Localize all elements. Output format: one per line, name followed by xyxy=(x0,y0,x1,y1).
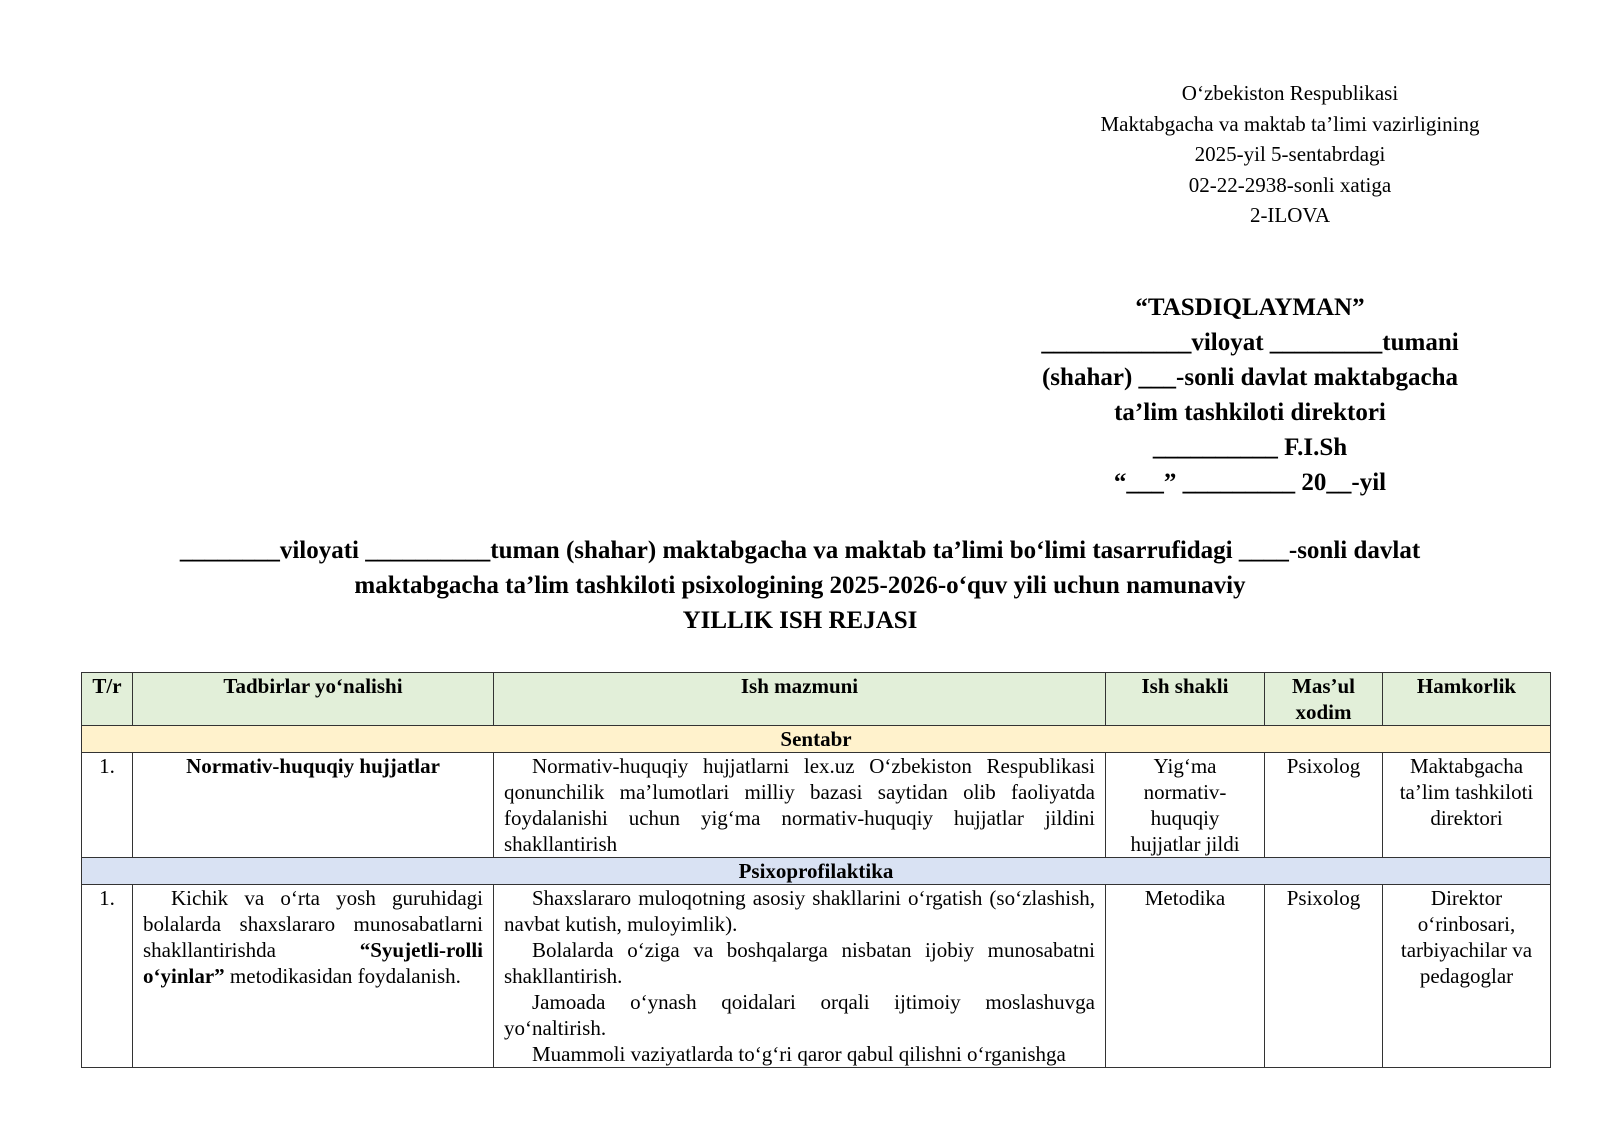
row-partner: Maktabgacha ta’lim tashkiloti direktori xyxy=(1383,753,1551,858)
row-responsible: Psixolog xyxy=(1265,753,1383,858)
header-line: O‘zbekiston Respublikasi xyxy=(1181,81,1399,105)
content-item: Shaxslararo muloqotning asosiy shakllarini o‘rgatish (so‘zlashish, navbat kutish, muloyimlik). xyxy=(504,886,1095,936)
content-item: Bolalarda o‘ziga va boshqalarga nisbatan ijobiy munosabatni shakllantirish. xyxy=(504,938,1095,988)
column-header-form: Ish shakli xyxy=(1106,673,1265,726)
document-title xyxy=(0,533,1600,638)
section-label: Psixoprofilaktika xyxy=(82,858,1551,885)
column-header-responsible: Mas’ul xodim xyxy=(1265,673,1383,726)
row-direction xyxy=(133,885,494,1068)
title-main: YILLIK ISH REJASI xyxy=(682,607,918,634)
table-row xyxy=(82,753,1551,858)
approval-signature: __________ F.I.Sh xyxy=(1152,434,1348,461)
row-form: Yig‘ma normativ-huquqiy hujjatlar jildi xyxy=(1106,753,1265,858)
approval-date: “___” _________ 20__-yil xyxy=(1113,469,1387,496)
header-line: 2025-yil 5-sentabrdagi xyxy=(1194,142,1386,166)
header-line: 02-22-2938-sonli xatiga xyxy=(1188,172,1392,197)
month-label: Sentabr xyxy=(82,726,1551,753)
row-form: Metodika xyxy=(1106,885,1265,1068)
row-number: 1. xyxy=(82,885,133,1068)
direction-text: metodikasidan foydalanish. xyxy=(224,964,461,988)
month-row xyxy=(82,726,1551,753)
title-line: maktabgacha ta’lim tashkiloti psixologining 2025-2026-o‘quv yili uchun namunaviy xyxy=(354,572,1246,599)
approval-title: “TASDIQLAYMAN” xyxy=(1135,294,1365,321)
content-item: Jamoada o‘ynash qoidalari orqali ijtimoiy moslashuvga yo‘naltirish. xyxy=(504,990,1095,1040)
row-content xyxy=(494,885,1106,1068)
row-partner: Direktor o‘rinbosari, tarbiyachilar va pedagoglar xyxy=(1383,885,1551,1068)
row-content: Normativ-huquqiy hujjatlarni lex.uz O‘zbekiston Respublikasi qonunchilik ma’lumotlari milliy bazasi saytidan olib faoliyatda foydalanishi uchun yig‘ma normativ-huquqiy hujjatlar jildini shakllantirish xyxy=(494,753,1106,858)
ministry-letter-reference xyxy=(1030,78,1550,231)
row-responsible: Psixolog xyxy=(1265,885,1383,1068)
approval-line: ta’lim tashkiloti direktori xyxy=(1114,399,1386,426)
column-header-num: T/r xyxy=(82,673,133,726)
content-item: Muammoli vaziyatlarda to‘g‘ri qaror qabul qilishni o‘rganishga xyxy=(532,1042,1066,1066)
appendix-label: 2-ILOVA xyxy=(1249,203,1331,227)
table-header-row xyxy=(82,673,1551,726)
section-row xyxy=(82,858,1551,885)
row-direction: Normativ-huquqiy hujjatlar xyxy=(133,753,494,858)
approval-line: (shahar) ___-sonli davlat maktabgacha xyxy=(1041,364,1458,391)
approval-line: ____________viloyat _________tumani xyxy=(1041,329,1459,356)
column-header-content: Ish mazmuni xyxy=(494,673,1106,726)
row-number: 1. xyxy=(82,753,133,858)
direction-text: Kichik va o‘rta yosh guruhidagi bolalarda shaxslararo munosabatlarni shakllantirishda xyxy=(143,886,483,962)
header-line: Maktabgacha va maktab ta’limi vazirligining xyxy=(1100,111,1480,136)
title-line: ________viloyati __________tuman (shahar) maktabgacha va maktab ta’limi bo‘limi tasarrufidagi ____-sonli davlat xyxy=(179,537,1421,564)
column-header-partner: Hamkorlik xyxy=(1383,673,1551,726)
approval-block xyxy=(1015,290,1485,500)
work-plan-table xyxy=(81,672,1551,1068)
column-header-direction: Tadbirlar yo‘nalishi xyxy=(133,673,494,726)
method-name: “Syujetli-rolli o‘yinlar” xyxy=(143,938,483,988)
table-row xyxy=(82,885,1551,1068)
